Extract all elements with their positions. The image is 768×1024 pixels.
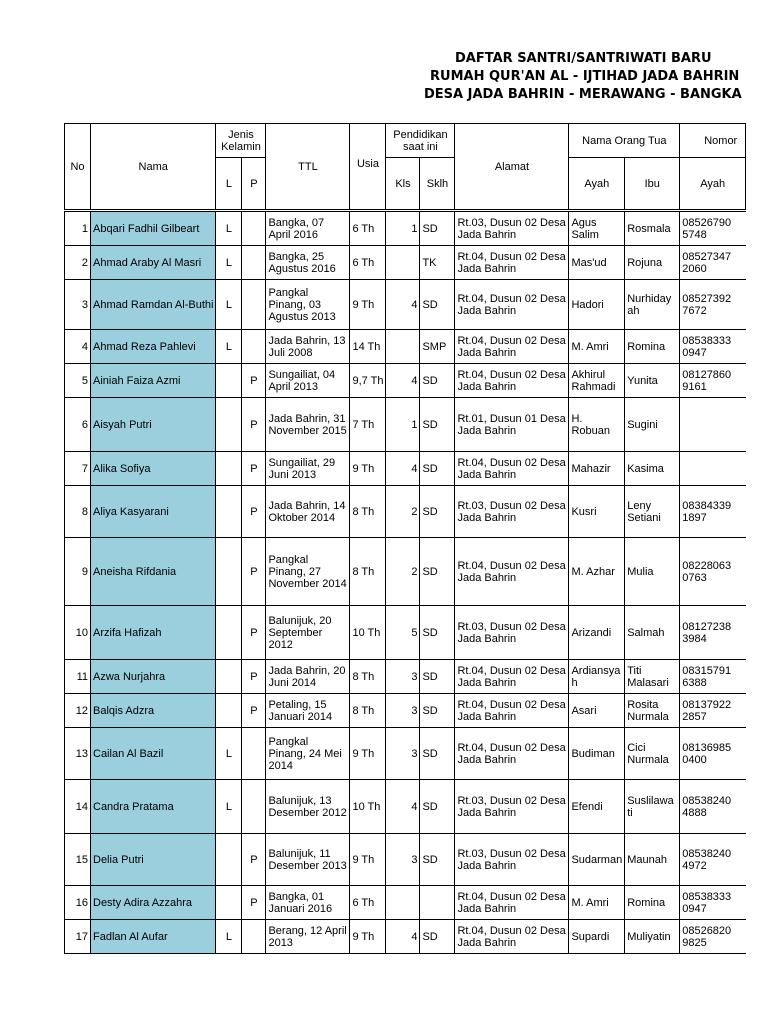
cell-alamat: Rt.04, Dusun 02 Desa Jada Bahrin bbox=[455, 694, 569, 728]
cell-ibu: Yunita bbox=[625, 364, 680, 398]
cell-nama: Alika Sofiya bbox=[91, 452, 216, 486]
cell-l: L bbox=[216, 246, 242, 280]
cell-ttl: Jada Bahrin, 14 Oktober 2014 bbox=[266, 486, 350, 538]
cell-nomor-ayah: 08137922 2857 bbox=[680, 694, 746, 728]
cell-nomor-ayah: 08526820 9825 bbox=[680, 920, 746, 954]
cell-kls: 1 bbox=[386, 212, 420, 246]
cell-alamat: Rt.04, Dusun 02 Desa Jada Bahrin bbox=[455, 886, 569, 920]
cell-ibu: Romina bbox=[625, 330, 680, 364]
table-row bbox=[65, 920, 746, 954]
cell-ayah: Asari bbox=[569, 694, 625, 728]
header-kls: Kls bbox=[386, 158, 420, 210]
cell-ayah: Kusri bbox=[569, 486, 625, 538]
cell-alamat: Rt.04, Dusun 02 Desa Jada Bahrin bbox=[455, 920, 569, 954]
cell-p: P bbox=[242, 364, 266, 398]
cell-sklh bbox=[420, 886, 455, 920]
cell-kls: 4 bbox=[386, 452, 420, 486]
cell-p: P bbox=[242, 486, 266, 538]
table-row bbox=[65, 728, 746, 780]
cell-ayah: Agus Salim bbox=[569, 212, 625, 246]
cell-usia: 8 Th bbox=[350, 538, 386, 606]
cell-nama: Ainiah Faiza Azmi bbox=[91, 364, 216, 398]
header-l: L bbox=[216, 158, 242, 210]
cell-alamat: Rt.03, Dusun 02 Desa Jada Bahrin bbox=[455, 780, 569, 834]
cell-nama: Arzifa Hafizah bbox=[91, 606, 216, 660]
cell-l: L bbox=[216, 728, 242, 780]
cell-alamat: Rt.01, Dusun 01 Desa Jada Bahrin bbox=[455, 398, 569, 452]
cell-usia: 7 Th bbox=[350, 398, 386, 452]
cell-ibu: Suslilawa ti bbox=[625, 780, 680, 834]
cell-p bbox=[242, 780, 266, 834]
cell-nama: Abqari Fadhil Gilbeart bbox=[91, 212, 216, 246]
cell-nama: Desty Adira Azzahra bbox=[91, 886, 216, 920]
header-orang-tua: Nama Orang Tua bbox=[569, 124, 680, 158]
cell-no: 14 bbox=[65, 780, 91, 834]
cell-kls bbox=[386, 886, 420, 920]
cell-kls: 3 bbox=[386, 660, 420, 694]
cell-nama: Candra Pratama bbox=[91, 780, 216, 834]
cell-ibu: Titi Malasari bbox=[625, 660, 680, 694]
cell-p: P bbox=[242, 452, 266, 486]
cell-sklh: SD bbox=[420, 606, 455, 660]
cell-sklh: TK bbox=[420, 246, 455, 280]
cell-alamat: Rt.04, Dusun 02 Desa Jada Bahrin bbox=[455, 330, 569, 364]
cell-kls: 4 bbox=[386, 364, 420, 398]
header-ibu: Ibu bbox=[625, 158, 680, 210]
cell-nama: Azwa Nurjahra bbox=[91, 660, 216, 694]
cell-ibu: Cici Nurmala bbox=[625, 728, 680, 780]
cell-no: 3 bbox=[65, 280, 91, 330]
cell-sklh: SD bbox=[420, 364, 455, 398]
cell-sklh: SD bbox=[420, 920, 455, 954]
cell-no: 7 bbox=[65, 452, 91, 486]
cell-nama: Balqis Adzra bbox=[91, 694, 216, 728]
cell-ttl: Sungailiat, 04 April 2013 bbox=[266, 364, 350, 398]
title-line-1: DAFTAR SANTRI/SANTRIWATI BARU bbox=[455, 51, 712, 66]
cell-ayah: H. Robuan bbox=[569, 398, 625, 452]
header-pendidikan: Pendidikan saat ini bbox=[386, 124, 455, 158]
cell-ayah: Sudarman bbox=[569, 834, 625, 886]
table-row bbox=[65, 886, 746, 920]
cell-nomor-ayah: 08127238 3984 bbox=[680, 606, 746, 660]
cell-nomor-ayah: 08527347 2060 bbox=[680, 246, 746, 280]
cell-ibu: Rosmala bbox=[625, 212, 680, 246]
cell-p: P bbox=[242, 606, 266, 660]
cell-ttl: Bangka, 01 Januari 2016 bbox=[266, 886, 350, 920]
table-row bbox=[65, 606, 746, 660]
cell-alamat: Rt.03, Dusun 02 Desa Jada Bahrin bbox=[455, 486, 569, 538]
header-nomor: Nomor bbox=[680, 124, 746, 158]
table-row bbox=[65, 280, 746, 330]
cell-ibu: Kasima bbox=[625, 452, 680, 486]
table-row bbox=[65, 330, 746, 364]
cell-ibu: Maunah bbox=[625, 834, 680, 886]
cell-ibu: Muliyatin bbox=[625, 920, 680, 954]
cell-no: 16 bbox=[65, 886, 91, 920]
cell-ayah: Mahazir bbox=[569, 452, 625, 486]
cell-alamat: Rt.03, Dusun 02 Desa Jada Bahrin bbox=[455, 834, 569, 886]
header-usia: Usia bbox=[350, 124, 386, 210]
cell-ttl: Bangka, 07 April 2016 bbox=[266, 212, 350, 246]
cell-kls: 3 bbox=[386, 694, 420, 728]
cell-alamat: Rt.04, Dusun 02 Desa Jada Bahrin bbox=[455, 728, 569, 780]
header-no: No bbox=[65, 124, 91, 210]
cell-nomor-ayah: 08228063 0763 bbox=[680, 538, 746, 606]
cell-sklh: SD bbox=[420, 728, 455, 780]
cell-sklh: SD bbox=[420, 694, 455, 728]
header-nama: Nama bbox=[91, 124, 216, 210]
cell-nomor-ayah: 08527392 7672 bbox=[680, 280, 746, 330]
cell-no: 9 bbox=[65, 538, 91, 606]
cell-usia: 8 Th bbox=[350, 486, 386, 538]
cell-p bbox=[242, 330, 266, 364]
table-row bbox=[65, 694, 746, 728]
header-p: P bbox=[242, 158, 266, 210]
table-row bbox=[65, 364, 746, 398]
cell-l: L bbox=[216, 780, 242, 834]
cell-sklh: SD bbox=[420, 280, 455, 330]
cell-sklh: SMP bbox=[420, 330, 455, 364]
cell-alamat: Rt.04, Dusun 02 Desa Jada Bahrin bbox=[455, 280, 569, 330]
cell-ayah: Efendi bbox=[569, 780, 625, 834]
cell-l bbox=[216, 452, 242, 486]
cell-ttl: Petaling, 15 Januari 2014 bbox=[266, 694, 350, 728]
cell-p bbox=[242, 280, 266, 330]
cell-usia: 6 Th bbox=[350, 212, 386, 246]
header-sklh: Sklh bbox=[420, 158, 455, 210]
cell-ttl: Balunijuk, 11 Desember 2013 bbox=[266, 834, 350, 886]
cell-p: P bbox=[242, 660, 266, 694]
cell-nomor-ayah: 08127860 9161 bbox=[680, 364, 746, 398]
cell-no: 11 bbox=[65, 660, 91, 694]
cell-nama: Fadlan Al Aufar bbox=[91, 920, 216, 954]
cell-kls: 3 bbox=[386, 834, 420, 886]
cell-nomor-ayah: 08538240 4888 bbox=[680, 780, 746, 834]
cell-ibu: Rosita Nurmala bbox=[625, 694, 680, 728]
cell-p: P bbox=[242, 398, 266, 452]
cell-no: 12 bbox=[65, 694, 91, 728]
cell-usia: 9 Th bbox=[350, 280, 386, 330]
cell-no: 13 bbox=[65, 728, 91, 780]
cell-ttl: Berang, 12 April 2013 bbox=[266, 920, 350, 954]
cell-ibu: Salmah bbox=[625, 606, 680, 660]
cell-ttl: Jada Bahrin, 31 November 2015 bbox=[266, 398, 350, 452]
cell-sklh: SD bbox=[420, 660, 455, 694]
cell-no: 17 bbox=[65, 920, 91, 954]
cell-l bbox=[216, 398, 242, 452]
cell-p: P bbox=[242, 694, 266, 728]
cell-l bbox=[216, 834, 242, 886]
cell-ttl: Pangkal Pinang, 27 November 2014 bbox=[266, 538, 350, 606]
cell-nomor-ayah bbox=[680, 452, 746, 486]
cell-usia: 9 Th bbox=[350, 920, 386, 954]
cell-p bbox=[242, 728, 266, 780]
table-row bbox=[65, 452, 746, 486]
cell-nama: Delia Putri bbox=[91, 834, 216, 886]
cell-ttl: Pangkal Pinang, 24 Mei 2014 bbox=[266, 728, 350, 780]
cell-no: 1 bbox=[65, 212, 91, 246]
cell-kls bbox=[386, 330, 420, 364]
cell-kls: 4 bbox=[386, 920, 420, 954]
cell-usia: 6 Th bbox=[350, 246, 386, 280]
cell-alamat: Rt.04, Dusun 02 Desa Jada Bahrin bbox=[455, 246, 569, 280]
cell-ttl: Jada Bahrin, 13 Juli 2008 bbox=[266, 330, 350, 364]
cell-l: L bbox=[216, 920, 242, 954]
cell-ayah: Hadori bbox=[569, 280, 625, 330]
cell-usia: 14 Th bbox=[350, 330, 386, 364]
title-line-2: RUMAH QUR'AN AL - IJTIHAD JADA BAHRIN bbox=[430, 69, 740, 84]
cell-l bbox=[216, 538, 242, 606]
cell-ayah: Supardi bbox=[569, 920, 625, 954]
cell-ayah: M. Azhar bbox=[569, 538, 625, 606]
cell-sklh: SD bbox=[420, 398, 455, 452]
cell-usia: 8 Th bbox=[350, 694, 386, 728]
table-body bbox=[65, 212, 746, 954]
cell-p: P bbox=[242, 886, 266, 920]
cell-p bbox=[242, 246, 266, 280]
cell-no: 10 bbox=[65, 606, 91, 660]
header-ttl: TTL bbox=[266, 124, 350, 210]
cell-alamat: Rt.04, Dusun 02 Desa Jada Bahrin bbox=[455, 364, 569, 398]
cell-no: 2 bbox=[65, 246, 91, 280]
cell-ttl: Pangkal Pinang, 03 Agustus 2013 bbox=[266, 280, 350, 330]
cell-ibu: Sugini bbox=[625, 398, 680, 452]
cell-ttl: Balunijuk, 13 Desember 2012 bbox=[266, 780, 350, 834]
cell-kls bbox=[386, 246, 420, 280]
cell-alamat: Rt.04, Dusun 02 Desa Jada Bahrin bbox=[455, 452, 569, 486]
cell-nama: Aneisha Rifdania bbox=[91, 538, 216, 606]
cell-usia: 9 Th bbox=[350, 834, 386, 886]
cell-nomor-ayah: 08315791 6388 bbox=[680, 660, 746, 694]
cell-nama: Ahmad Ramdan Al-Buthi bbox=[91, 280, 216, 330]
header-ayah: Ayah bbox=[569, 158, 625, 210]
header-alamat: Alamat bbox=[455, 124, 569, 210]
cell-ttl: Jada Bahrin, 20 Juni 2014 bbox=[266, 660, 350, 694]
table-row bbox=[65, 398, 746, 452]
cell-ibu: Mulia bbox=[625, 538, 680, 606]
cell-no: 15 bbox=[65, 834, 91, 886]
cell-usia: 6 Th bbox=[350, 886, 386, 920]
santri-table bbox=[64, 123, 746, 954]
table-row bbox=[65, 246, 746, 280]
cell-ayah: Arizandi bbox=[569, 606, 625, 660]
cell-kls: 2 bbox=[386, 538, 420, 606]
cell-alamat: Rt.03, Dusun 02 Desa Jada Bahrin bbox=[455, 606, 569, 660]
title-line-3: DESA JADA BAHRIN - MERAWANG - BANGKA bbox=[424, 87, 742, 102]
cell-p: P bbox=[242, 834, 266, 886]
cell-kls: 5 bbox=[386, 606, 420, 660]
cell-l bbox=[216, 606, 242, 660]
cell-l bbox=[216, 694, 242, 728]
cell-alamat: Rt.03, Dusun 02 Desa Jada Bahrin bbox=[455, 212, 569, 246]
cell-usia: 8 Th bbox=[350, 660, 386, 694]
cell-usia: 10 Th bbox=[350, 780, 386, 834]
cell-nomor-ayah: 08136985 0400 bbox=[680, 728, 746, 780]
cell-ibu: Rojuna bbox=[625, 246, 680, 280]
cell-sklh: SD bbox=[420, 212, 455, 246]
cell-nomor-ayah: 08526790 5748 bbox=[680, 212, 746, 246]
cell-ibu: Leny Setiani bbox=[625, 486, 680, 538]
cell-ayah: Ardiansya h bbox=[569, 660, 625, 694]
cell-nama: Ahmad Reza Pahlevi bbox=[91, 330, 216, 364]
cell-ttl: Bangka, 25 Agustus 2016 bbox=[266, 246, 350, 280]
cell-ayah: M. Amri bbox=[569, 886, 625, 920]
cell-nama: Aliya Kasyarani bbox=[91, 486, 216, 538]
cell-nama: Cailan Al Bazil bbox=[91, 728, 216, 780]
cell-ibu: Nurhiday ah bbox=[625, 280, 680, 330]
table-row bbox=[65, 780, 746, 834]
cell-usia: 9 Th bbox=[350, 452, 386, 486]
cell-ttl: Sungailiat, 29 Juni 2013 bbox=[266, 452, 350, 486]
cell-ibu: Romina bbox=[625, 886, 680, 920]
cell-kls: 3 bbox=[386, 728, 420, 780]
cell-alamat: Rt.04, Dusun 02 Desa Jada Bahrin bbox=[455, 538, 569, 606]
cell-nama: Ahmad Araby Al Masri bbox=[91, 246, 216, 280]
table-row bbox=[65, 834, 746, 886]
cell-ayah: M. Amri bbox=[569, 330, 625, 364]
cell-l: L bbox=[216, 330, 242, 364]
cell-p bbox=[242, 920, 266, 954]
cell-nomor-ayah: 08538333 0947 bbox=[680, 330, 746, 364]
cell-no: 4 bbox=[65, 330, 91, 364]
cell-p: P bbox=[242, 538, 266, 606]
cell-sklh: SD bbox=[420, 452, 455, 486]
cell-alamat: Rt.04, Dusun 02 Desa Jada Bahrin bbox=[455, 660, 569, 694]
cell-l: L bbox=[216, 280, 242, 330]
cell-no: 6 bbox=[65, 398, 91, 452]
cell-sklh: SD bbox=[420, 780, 455, 834]
cell-nama: Aisyah Putri bbox=[91, 398, 216, 452]
cell-kls: 4 bbox=[386, 280, 420, 330]
cell-l bbox=[216, 486, 242, 538]
cell-no: 8 bbox=[65, 486, 91, 538]
cell-usia: 10 Th bbox=[350, 606, 386, 660]
cell-nomor-ayah: 08538240 4972 bbox=[680, 834, 746, 886]
table-row bbox=[65, 538, 746, 606]
cell-usia: 9,7 Th bbox=[350, 364, 386, 398]
cell-l bbox=[216, 886, 242, 920]
table-row bbox=[65, 660, 746, 694]
table-row bbox=[65, 486, 746, 538]
cell-l bbox=[216, 364, 242, 398]
cell-sklh: SD bbox=[420, 538, 455, 606]
cell-ayah: Akhirul Rahmadi bbox=[569, 364, 625, 398]
cell-l bbox=[216, 660, 242, 694]
header-nomor-ayah: Ayah bbox=[680, 158, 746, 210]
cell-kls: 1 bbox=[386, 398, 420, 452]
cell-usia: 9 Th bbox=[350, 728, 386, 780]
cell-ayah: Mas'ud bbox=[569, 246, 625, 280]
cell-sklh: SD bbox=[420, 834, 455, 886]
cell-nomor-ayah: 08538333 0947 bbox=[680, 886, 746, 920]
cell-nomor-ayah: 08384339 1897 bbox=[680, 486, 746, 538]
header-jenis-kelamin: Jenis Kelamin bbox=[216, 124, 266, 158]
cell-kls: 4 bbox=[386, 780, 420, 834]
cell-l: L bbox=[216, 212, 242, 246]
cell-ayah: Budiman bbox=[569, 728, 625, 780]
cell-ttl: Balunijuk, 20 September 2012 bbox=[266, 606, 350, 660]
cell-sklh: SD bbox=[420, 486, 455, 538]
cell-kls: 2 bbox=[386, 486, 420, 538]
cell-p bbox=[242, 212, 266, 246]
cell-nomor-ayah bbox=[680, 398, 746, 452]
table-row bbox=[65, 212, 746, 246]
cell-no: 5 bbox=[65, 364, 91, 398]
